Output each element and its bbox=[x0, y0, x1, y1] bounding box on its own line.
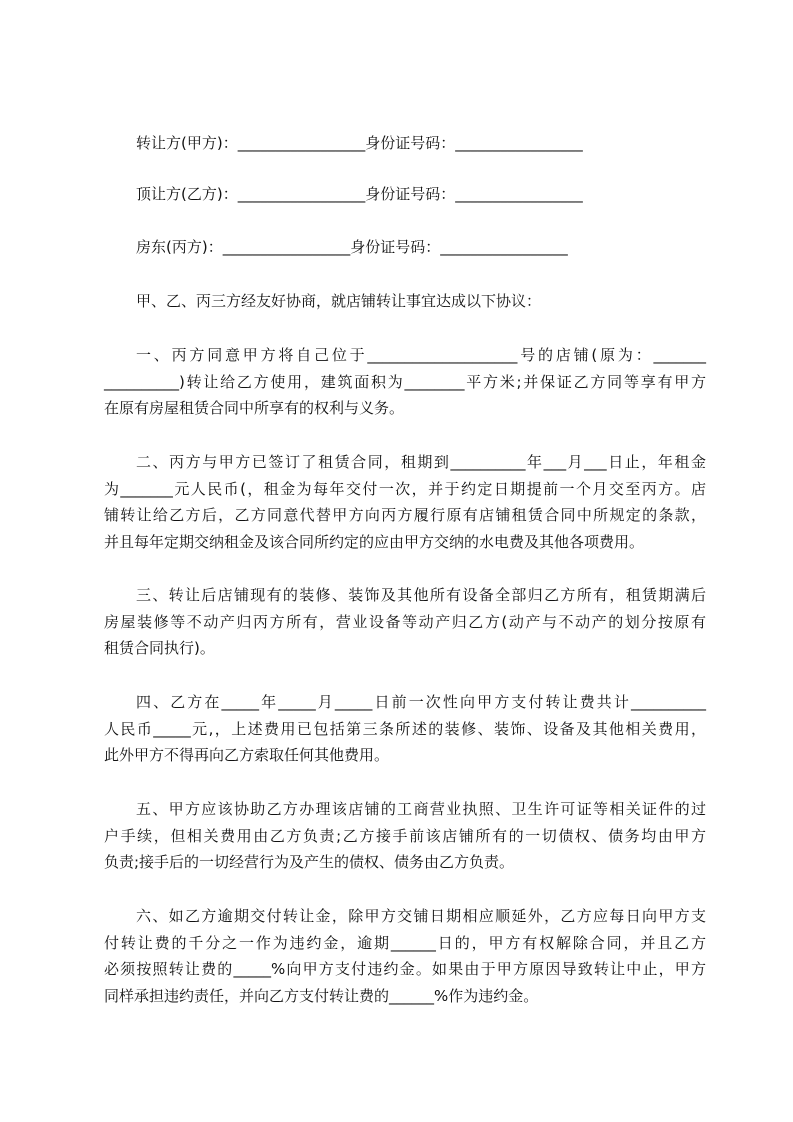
clause-line: 此外甲方不得再向乙方索取任何其他费用。 bbox=[104, 746, 390, 765]
clause-5 bbox=[104, 796, 706, 876]
clause-line: 二、丙方与甲方已签订了租赁合同，租期到__________年___月___日止，年租金 bbox=[136, 453, 706, 471]
clause-line: 铺转让给乙方后，乙方同意代替甲方向丙方履行原有店铺租赁合同中所规定的条款， bbox=[104, 506, 706, 525]
party-b-line: 顶让方(乙方)：_________________身份证号码：_________________ bbox=[136, 185, 583, 203]
clause-line: 五、甲方应该协助乙方办理该店铺的工商营业执照、卫生许可证等相关证件的过 bbox=[136, 800, 706, 818]
clause-6 bbox=[104, 903, 706, 1009]
clause-line: 六、如乙方逾期交付转让金，除甲方交铺日期相应顺延外，乙方应每日向甲方支 bbox=[136, 907, 706, 925]
clause-3 bbox=[104, 582, 706, 662]
clause-line: 同样承担违约责任，并向乙方支付转让费的______%作为违约金。 bbox=[104, 986, 539, 1005]
clause-4 bbox=[104, 689, 706, 769]
agreement-intro: 甲、乙、丙三方经友好协商，就店铺转让事宜达成以下协议： bbox=[136, 292, 542, 310]
clause-line: __________)转让给乙方使用，建筑面积为________平方米;并保证乙方同等享有甲方 bbox=[104, 372, 706, 391]
clause-line: 一、丙方同意甲方将自己位于____________________号的店铺(原为：_______ bbox=[136, 346, 706, 364]
party-a-line: 转让方(甲方)：_________________身份证号码：_________________ bbox=[136, 134, 583, 152]
party-c-line: 房东(丙方)：_________________身份证号码：_________________ bbox=[136, 238, 568, 256]
clause-line: 付转让费的千分之一作为违约金，逾期______日的，甲方有权解除合同，并且乙方 bbox=[104, 933, 706, 952]
clause-line: 人民币_____元,，上述费用已包括第三条所述的装修、装饰、设备及其他相关费用， bbox=[104, 719, 706, 738]
clause-line: 必须按照转让费的_____%向甲方支付违约金。如果由于甲方原因导致转让中止，甲方 bbox=[104, 960, 706, 979]
clause-1 bbox=[104, 342, 706, 422]
clause-line: 在原有房屋租赁合同中所享有的权利与义务。 bbox=[104, 399, 405, 418]
clause-line: 租赁合同执行)。 bbox=[104, 639, 215, 658]
clause-line: 并且每年定期交纳租金及该合同所约定的应由甲方交纳的水电费及其他各项费用。 bbox=[104, 532, 645, 551]
clause-line: 房屋装修等不动产归丙方所有，营业设备等动产归乙方(动产与不动产的划分按原有 bbox=[104, 612, 706, 631]
clause-line: 三、转让后店铺现有的装修、装饰及其他所有设备全部归乙方所有，租赁期满后 bbox=[136, 586, 706, 604]
clause-line: 为_______元人民币(，租金为每年交付一次，并于约定日期提前一个月交至丙方。店 bbox=[104, 479, 706, 498]
clause-line: 四、乙方在_____年_____月_____日前一次性向甲方支付转让费共计__________ bbox=[136, 693, 706, 711]
clause-2 bbox=[104, 449, 706, 555]
clause-line: 负责;接手后的一切经营行为及产生的债权、债务由乙方负责。 bbox=[104, 853, 515, 872]
clause-line: 户手续，但相关费用由乙方负责;乙方接手前该店铺所有的一切债权、债务均由甲方 bbox=[104, 826, 706, 845]
